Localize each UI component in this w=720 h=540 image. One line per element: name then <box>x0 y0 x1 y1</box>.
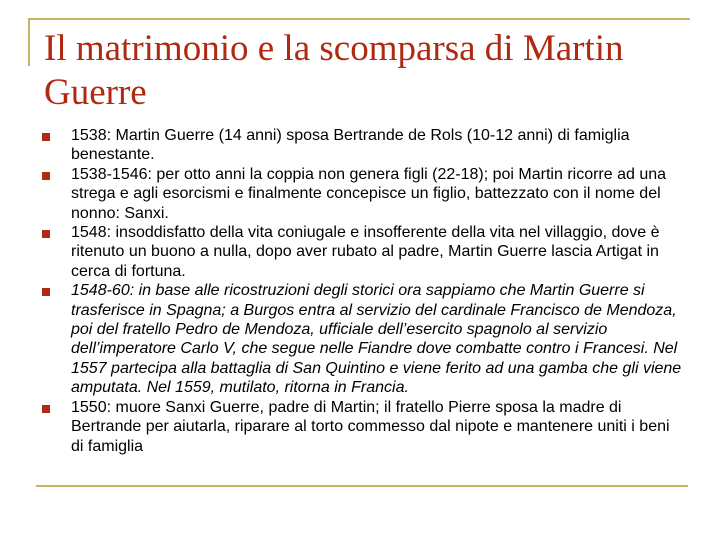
bullet-item-1538 <box>42 126 682 165</box>
frame-bottom-rule <box>36 485 688 487</box>
square-bullet-icon <box>42 230 50 238</box>
frame-top-rule <box>28 18 690 20</box>
bullet-item-1548 <box>42 223 682 281</box>
bullet-text: 1538-1546: per otto anni la coppia non genera figli (22-18); poi Martin ricorre ad una strega e agli esorcismi e finalmente concepisce un figlio, battezzato con il nome del nonno: Sanxi. <box>71 165 667 222</box>
bullet-item-1548-60 <box>42 281 682 397</box>
bullet-item-1538-1546 <box>42 165 682 223</box>
bullet-text: 1548-60: in base alle ricostruzioni degli storici ora sappiamo che Martin Guerre si trasferisce in Spagna; a Burgos entra al servizio del cardinale Francisco de Mendoza, poi del fratello Pedro de Mendoza, ufficiale dell’esercito spagnolo al servizio dell’imperatore Carlo V, che segue nelle Fiandre dove combatte contro i Francesi. Nel 1557 partecipa alla battaglia di San Quintino e viene ferito ad una gamba che gli viene amputata. Nel 1559, mutilato, ritorna in Francia. <box>71 282 682 397</box>
bullet-text: 1548: insoddisfatto della vita coniugale e insofferente della vita nel villaggio, dove è ritenuto un buono a nulla, dopo aver rubato al padre, Martin Guerre lascia Artigat in cerca di fortuna. <box>71 224 660 280</box>
bullet-text: 1550: muore Sanxi Guerre, padre di Martin; il fratello Pierre sposa la madre di Bertrande per aiutarla, riparare al torto commesso dal nipote e mantenere uniti i beni di famiglia <box>71 398 670 455</box>
square-bullet-icon <box>42 288 50 296</box>
slide-title: Il matrimonio e la scomparsa di Martin Guerre <box>44 28 624 113</box>
bullet-text: 1538: Martin Guerre (14 anni) sposa Bertrande de Rols (10-12 anni) di famiglia benestante. <box>71 127 630 164</box>
frame-left-rule <box>28 18 30 66</box>
square-bullet-icon <box>42 172 50 180</box>
square-bullet-icon <box>42 133 50 141</box>
bullet-list <box>42 126 682 456</box>
square-bullet-icon <box>42 405 50 413</box>
bullet-item-1550 <box>42 398 682 456</box>
